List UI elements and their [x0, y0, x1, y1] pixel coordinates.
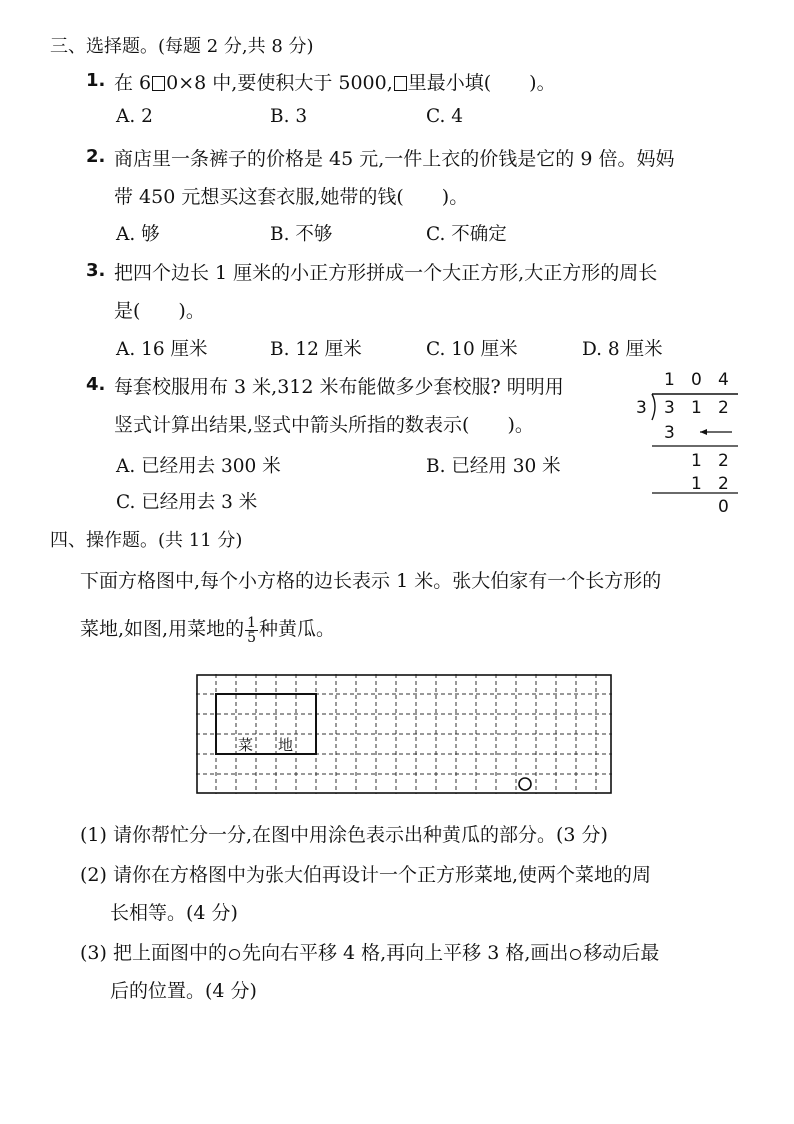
q4-option-c[interactable]: C. 已经用去 3 米 — [116, 492, 258, 513]
sub-question-3-line2: 后的位置。(4 分) — [110, 980, 257, 1002]
blank-box-icon — [394, 76, 407, 91]
quotient-digit: 4 — [718, 370, 729, 390]
blank-box-icon — [152, 76, 165, 91]
fraction-denominator: 5 — [247, 629, 257, 646]
q3-line1: 把四个边长 1 厘米的小正方形拼成一个大正方形,大正方形的周长 — [114, 262, 658, 284]
q1-text-pre: 在 6 — [114, 72, 152, 94]
q3-option-b[interactable]: B. 12 厘米 — [270, 339, 362, 360]
step3-digit: 2 — [718, 474, 729, 494]
q2-number: 2. — [86, 146, 106, 167]
fraction-numerator: 1 — [247, 614, 257, 631]
q2-option-a[interactable]: A. 够 — [116, 224, 160, 245]
q4-line2: 竖式计算出结果,竖式中箭头所指的数表示( )。 — [114, 414, 534, 436]
q2-option-b[interactable]: B. 不够 — [270, 224, 333, 245]
intro-line2-post: 种黄瓜。 — [259, 618, 336, 640]
step3-digit: 1 — [691, 474, 702, 494]
section4-intro-line1: 下面方格图中,每个小方格的边长表示 1 米。张大伯家有一个长方形的 — [80, 570, 662, 592]
circle-marker-icon — [570, 949, 581, 960]
q3-line2: 是( )。 — [114, 300, 205, 322]
q1-text-post: 0×8 中,要使积大于 5000, — [166, 72, 393, 94]
q2-line1: 商店里一条裤子的价格是 45 元,一件上衣的价钱是它的 9 倍。妈妈 — [114, 148, 675, 170]
q3-number: 3. — [86, 260, 106, 281]
q1-text-post2: 里最小填( )。 — [407, 72, 556, 94]
fraction-one-fifth — [245, 616, 258, 645]
q4-option-a[interactable]: A. 已经用去 300 米 — [116, 456, 281, 477]
sub-question-3-line1 — [80, 938, 659, 965]
remainder-digit: 0 — [718, 497, 729, 517]
q3-option-c[interactable]: C. 10 厘米 — [426, 339, 518, 360]
sub3-pre: (3) 把上面图中的 — [80, 942, 227, 964]
dividend-digit: 2 — [718, 398, 729, 418]
sub-question-1: (1) 请你帮忙分一分,在图中用涂色表示出种黄瓜的部分。(3 分) — [80, 824, 608, 846]
q4-number: 4. — [86, 374, 106, 395]
divisor-digit: 3 — [636, 398, 647, 418]
q1-number: 1. — [86, 70, 106, 91]
section4-intro-line2 — [80, 614, 335, 645]
sub-question-2-line1: (2) 请你在方格图中为张大伯再设计一个正方形菜地,使两个菜地的周 — [80, 864, 651, 886]
q1-option-c[interactable]: C. 4 — [426, 106, 464, 127]
dividend-digit: 3 — [664, 398, 675, 418]
step2-digit: 1 — [691, 451, 702, 471]
step1-digit: 3 — [664, 423, 675, 443]
q2-line2: 带 450 元想买这套衣服,她带的钱( )。 — [114, 186, 469, 208]
grid-label-vegetable: 菜 — [238, 736, 254, 754]
quotient-digit: 1 — [664, 370, 675, 390]
grid-figure[interactable] — [196, 674, 614, 796]
step2-digit: 2 — [718, 451, 729, 471]
circle-marker-icon — [229, 949, 240, 960]
q3-option-d[interactable]: D. 8 厘米 — [582, 339, 663, 360]
sub3-post: 移动后最 — [583, 942, 660, 964]
q1-option-b[interactable]: B. 3 — [270, 106, 308, 127]
section3-title: 三、选择题。(每题 2 分,共 8 分) — [50, 36, 314, 57]
circle-marker-icon[interactable] — [519, 778, 531, 790]
intro-line2-pre: 菜地,如图,用菜地的 — [80, 618, 245, 640]
q1-option-a[interactable]: A. 2 — [116, 106, 153, 127]
sub3-mid: 先向右平移 4 格,再向上平移 3 格,画出 — [241, 942, 569, 964]
q4-option-b[interactable]: B. 已经用 30 米 — [426, 456, 561, 477]
q2-option-c[interactable]: C. 不确定 — [426, 224, 507, 245]
sub-question-2-line2: 长相等。(4 分) — [110, 902, 238, 924]
quotient-digit: 0 — [691, 370, 702, 390]
section4-title: 四、操作题。(共 11 分) — [50, 530, 243, 551]
q1-text — [114, 68, 556, 95]
grid-label-field: 地 — [278, 736, 294, 754]
q3-option-a[interactable]: A. 16 厘米 — [116, 339, 208, 360]
division-lines — [630, 390, 750, 505]
q4-line1: 每套校服用布 3 米,312 米布能做多少套校服? 明明用 — [114, 376, 564, 398]
dividend-digit: 1 — [691, 398, 702, 418]
